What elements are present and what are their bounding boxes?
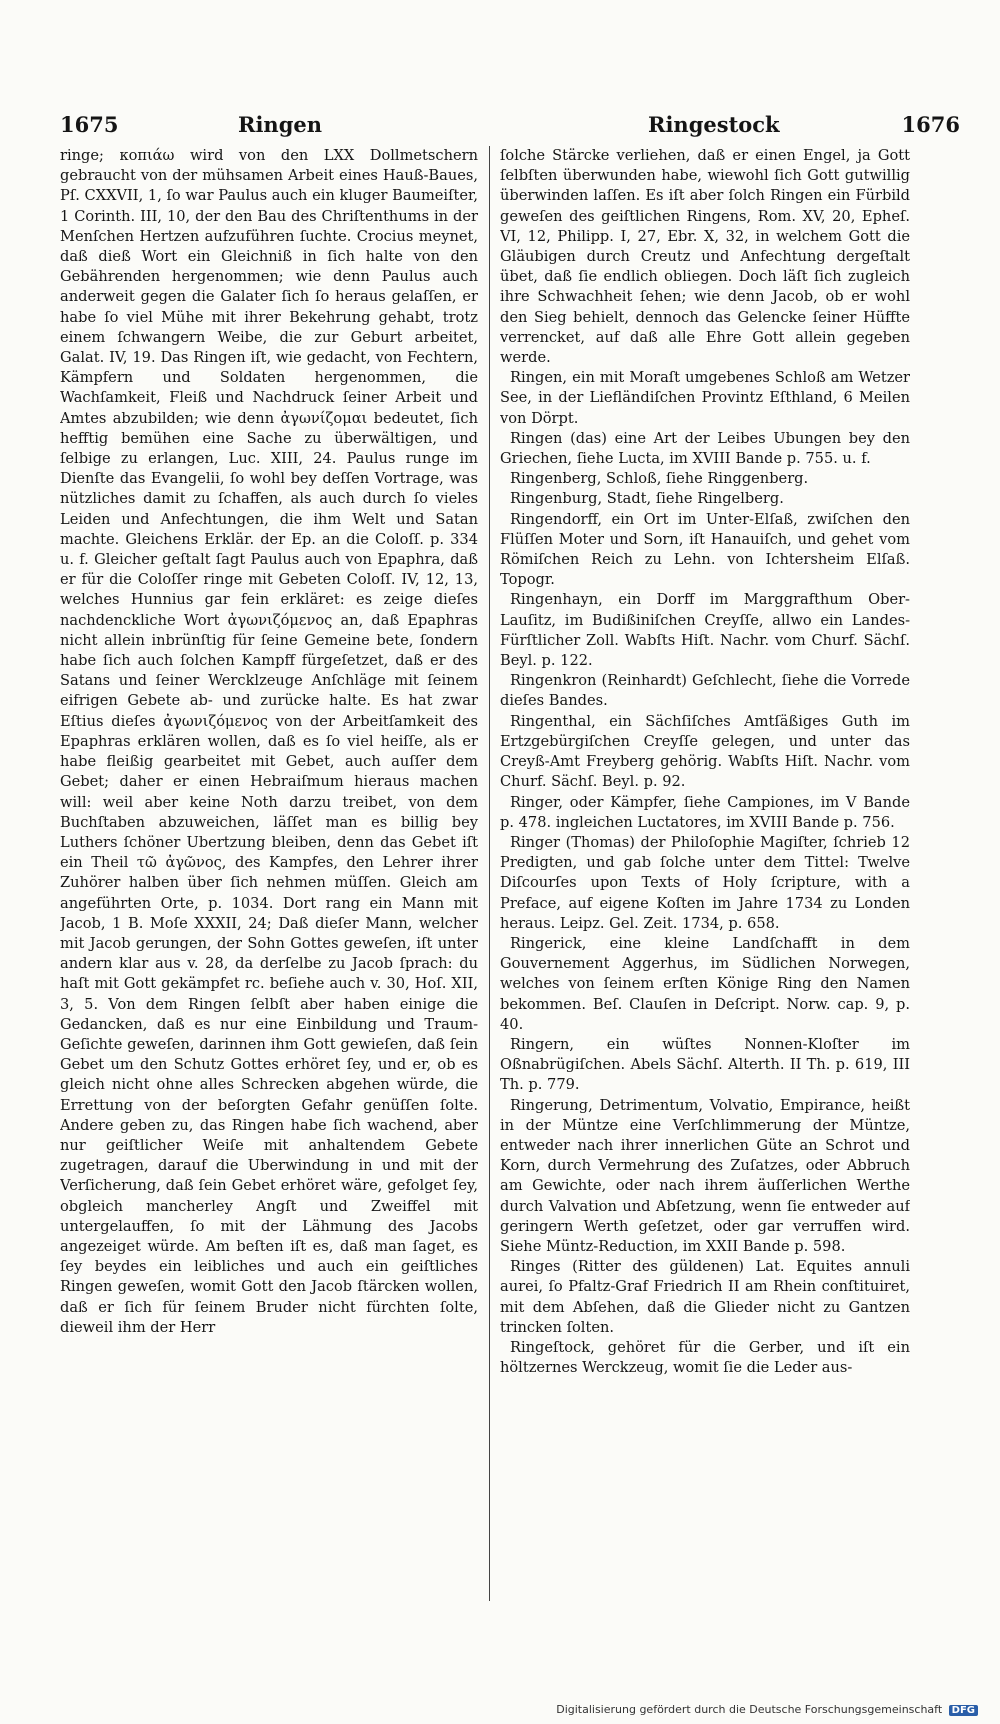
entry-ringenhayn: Ringenhayn, ein Dorff im Marggrafthum Ober-Lauſitz, im Budißiniſchen Creyſſe, allwo ein Landes-Fürſtlicher Zoll. Wabſts Hiſt. Nachr. vom Churf. Sächſ. Beyl. p. 122. [500, 591, 910, 670]
entry-ringer-thomas: Ringer (Thomas) der Philoſophie Magiſter, ſchrieb 12 Predigten, und gab ſolche unter dem Tittel: Twelve Diſcourſes upon Texts of Holy ſcripture, with a Preface, auf eigene Koſten im Jahre 1734 zu Londen heraus. Leipz. Gel. Zeit. 1734, p. 658. [500, 833, 910, 932]
page-number-right: 1676 [901, 112, 960, 137]
entry-ringen-schloss: Ringen, ein mit Moraſt umgebenes Schloß am Wetzer See, in der Liefländiſchen Provintz Eſthland, 6 Meilen von Dörpt. [500, 369, 910, 427]
column-divider [489, 146, 490, 1601]
entry-ringenthal: Ringenthal, ein Sächſiſches Amtſäßiges Guth im Ertzgebürgiſchen Creyſſe gelegen, und unter das Creyß-Amt Freyberg gehörig. Wabſts Hiſt. Nachr. vom Churf. Sächſ. Beyl. p. 92. [500, 712, 910, 791]
dfg-logo: DFG [949, 1705, 978, 1716]
credit-text: Digitalisierung gefördert durch die Deutsche Forschungsgemeinschaft [556, 1703, 943, 1716]
page-header [60, 112, 960, 146]
entry-ringenberg: Ringenberg, Schloß, ſiehe Ringgenberg. [510, 470, 809, 488]
entry-ringerung: Ringerung, Detrimentum, Volvatio, Empirance, heißt in der Müntze eine Verſchlimmerung der Müntze, entweder nach ihrer innerlichen Güte an Schrot und Korn, durch Vermehrung des Zuſatzes, oder Abbruch am Gewichte, oder nach ihrem äuſſerlichen Werthe durch Valvation und Abſetzung, wenn ſie entweder auf geringern Werth geſetzet, oder gar verruffen wird. Siehe Müntz-Reduction, im XXII Bande p. 598. [500, 1096, 910, 1255]
entry-ringes: Ringes (Ritter des güldenen) Lat. Equites annuli aurei, ſo Pfaltz-Graf Friedrich II am Rhein conſtituiret, mit dem Abſehen, daß die Glieder nicht zu Gantzen trincken ſolten. [500, 1258, 910, 1336]
entry-ringenburg: Ringenburg, Stadt, ſiehe Ringelberg. [510, 490, 784, 508]
entry-ringer: Ringer, oder Kämpfer, ſiehe Campiones, im V Bande p. 478. ingleichen Luctatores, im XVIII Bande p. 756. [500, 793, 910, 831]
entry-ringenkron: Ringenkron (Reinhardt) Geſchlecht, ſiehe die Vorrede dieſes Bandes. [500, 672, 910, 710]
entry-text: ſolche Stärcke verliehen, daß er einen Engel, ja Gott ſelbſten überwunden habe, wiewohl ſich Gott gutwillig überwinden laſſen. Es iſt aber ſolch Ringen ein Fürbild geweſen des geiſtlichen Ringens, Rom. XV, 20, Epheſ. VI, 12, Philipp. I, 27, Ebr. X, 32, in welchem Gott die Gläubigen durch Creutz und Anfechtung dergeſtalt übet, daß ſie endlich obliegen. Doch läſt ſich zugleich ihre Schwachheit ſehen; wie denn Jacob, ob er wohl den Sieg behielt, dennoch das Gelencke ſeiner Hüffte verrencket, auf daß alle Ehre Gott allein gegeben werde. [500, 147, 910, 367]
entry-ringen-das: Ringen (das) eine Art der Leibes Ubungen bey den Griechen, ſiehe Lucta, im XVIII Bande p. 755. u. f. [500, 429, 910, 468]
entry-ringestock: Ringeſtock, gehöret für die Gerber, und iſt ein höltzernes Werckzeug, womit ſie die Leder aus- [500, 1338, 910, 1377]
entry-ringerick: Ringerick, eine kleine Landſchafft in dem Gouvernement Aggerhus, im Südlichen Norwegen, welches von ſeinem erſten Könige Ring den Namen bekommen. Beſ. Clauſen in Deſcript. Norw. cap. 9, p. 40. [500, 934, 910, 1033]
digitization-credit [556, 1703, 978, 1716]
running-head-right: Ringestock [648, 112, 780, 137]
page-number-left: 1675 [60, 112, 119, 137]
running-head-left: Ringen [238, 112, 323, 137]
left-column [60, 146, 478, 1601]
entry-ringendorff: Ringendorff, ein Ort im Unter-Elſaß, zwiſchen den Flüſſen Moter und Sorn, iſt Hanauiſch, und gehet vom Römiſchen Reich zu Lehn. von Ichtersheim Elſaß. Topogr. [500, 510, 910, 589]
entry-text: ringe; κοπιάω wird von den LXX Dollmetschern gebraucht von der mühsamen Arbeit eines Hauß-Baues, Pſ. CXXVII, 1, ſo war Paulus auch ein kluger Baumeiſter, 1 Corinth. III, 10, der den Bau des Chriſtenthums in der Menſchen Hertzen aufzuführen ſuchte. Crocius meynet, daß dieß Wort ein Gleichniß in ſich halte von den Gebährenden hergenommen; wie denn Paulus auch anderweit gegen die Galater ſich ſo heraus gelaſſen, er habe ſo viel Mühe mit ihrer Bekehrung gehabt, trotz einem ſchwangern Weibe, die zur Geburt arbeitet, Galat. IV, 19. Das Ringen iſt, wie gedacht, von Fechtern, Kämpfern und Soldaten hergenommen, die Wachſamkeit, Fleiß und Nachdruck ſeiner Arbeit und Amtes abzubilden; wie denn ἀγωνίζομαι bedeutet, ſich hefftig bemühen eine Sache zu überwältigen, und ſelbige zu erlangen, Luc. XIII, 24. Paulus runge im Dienſte das Evangelii, ſo wohl bey deſſen Vortrage, was nützliches damit zu ſchaffen, als auch durch ſo vieles Leiden und Anfechtungen, die ihm Welt und Satan machte. Gleichens Erklär. der Ep. an die Coloſſ. p. 334 u. f. Gleicher geſtalt ſagt Paulus auch von Epaphra, daß er für die Coloſſer ringe mit Gebeten Coloſſ. IV, 12, 13, welches Hunnius gar fein erkläret: es zeige dieſes nachdenckliche Wort ἀγωνιζόμενος an, daß Epaphras nicht allein inbrünſtig für ſeine Gemeine bete, ſondern habe ſich auch ſolchen Kampff fürgeſetzet, daß er des Satans und ſeiner Wercklzeuge Anſchläge mit ſeinem eifrigen Gebete ab- und zurücke halte. Es hat zwar Eſtius dieſes ἀγωνιζόμενος von der Arbeitſamkeit des Epaphras erklären wollen, daß es ſo viel heiſſe, als er habe fleißig gearbeitet mit Gebet, auch auſſer dem Gebet; daher er einen Hebraiſmum hieraus machen will: weil aber keine Noth darzu treibet, von dem Buchſtaben abzuweichen, läſſet man es billig bey Luthers ſchöner Ubertzung bleiben, denn das Gebet iſt ein Theil τῶ ἀγῶνος, des Kampfes, den Lehrer ihrer Zuhörer halben über ſich nehmen müſſen. Gleich am angeführten Orte, p. 1034. Dort rang ein Mann mit Jacob, 1 B. Moſe XXXII, 24; Daß dieſer Mann, welcher mit Jacob gerungen, der Sohn Gottes geweſen, iſt unter andern klar aus v. 28, da derſelbe zu Jacob ſprach: du haſt mit Gott gekämpfet rc. beſiehe auch v. 30, Hoſ. XII, 3, 5. Von dem Ringen ſelbſt aber haben einige die Gedancken, daß es nur eine Einbildung und Traum-Geſichte geweſen, darinnen ihm Gott gewieſen, daß ſein Gebet um den Schutz Gottes erhöret ſey, und er, ob es gleich nicht ohne alles Schrecken abgehen würde, die Errettung von der beſorgten Gefahr genüſſen ſolte. Andere geben zu, das Ringen habe ſich wachend, aber nur geiſtlicher Weiſe mit anhaltendem Gebete zugetragen, darauf die Uberwindung in und mit der Verſicherung, daß ſein Gebet erhöret wäre, gefolget ſey, obgleich mancherley Angſt und Zweiffel mit untergelauffen, ſo mit der Lähmung des Jacobs angezeiget würde. Am beſten iſt es, daß man ſaget, es ſey beydes ein leibliches und auch ein geiſtliches Ringen geweſen, womit Gott den Jacob ſtärcken wollen, daß er ſich für ſeinem Bruder nicht fürchten ſolte, dieweil ihm der Herr [60, 147, 478, 1336]
right-column [500, 146, 910, 1601]
entry-ringern: Ringern, ein wüſtes Nonnen-Kloſter im Oßnabrügiſchen. Abels Sächſ. Alterth. II Th. p. 619, III Th. p. 779. [500, 1035, 910, 1094]
